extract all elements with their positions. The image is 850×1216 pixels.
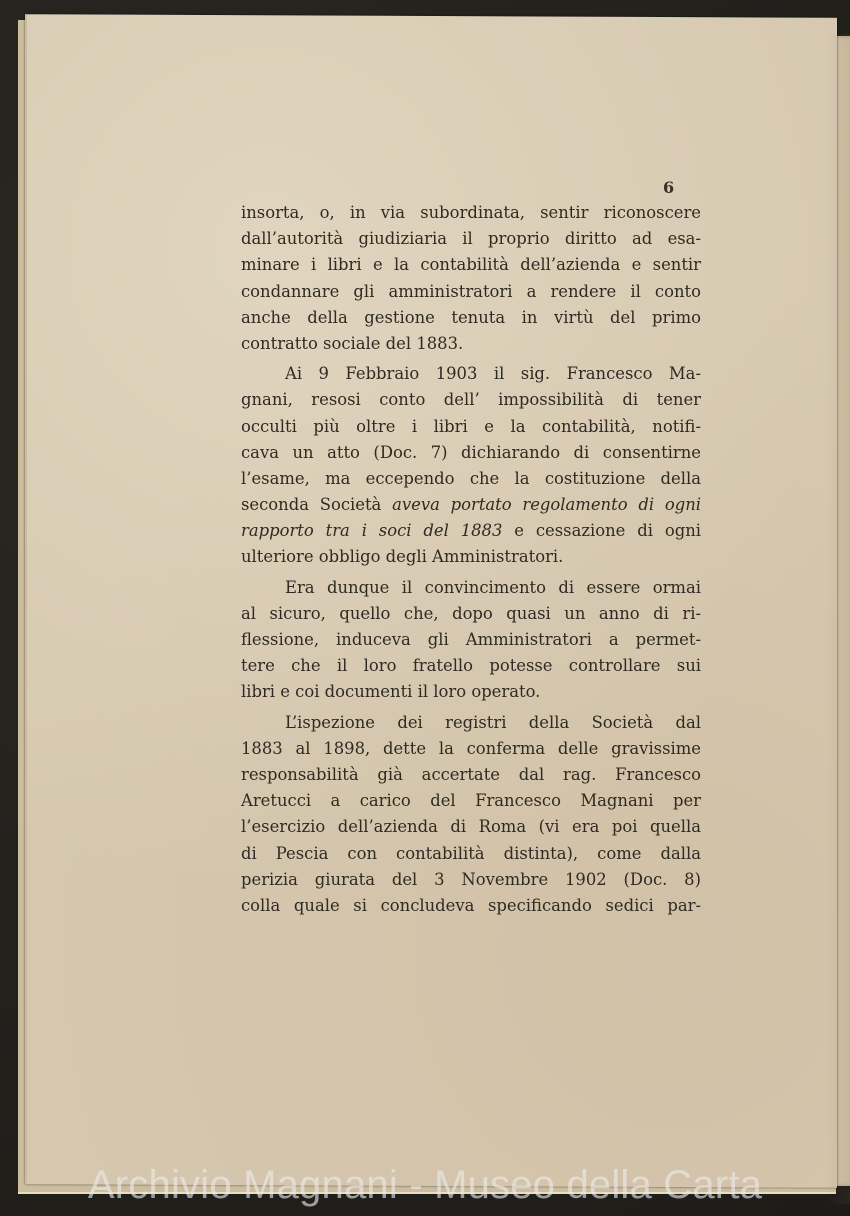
text-line: perizia giurata del 3 Novembre 1902 (Doc. 8) (241, 869, 701, 889)
italic-text: aveva portato regolamento di ogni (392, 495, 701, 515)
text-line: tere che il loro fratello potesse controllare sui (241, 656, 701, 676)
text-line: l’esame, ma eccependo che la costituzione della (241, 468, 701, 488)
text-line: ulteriore obbligo degli Amministratori. (241, 547, 564, 567)
text-line: libri e coi documenti il loro operato. (241, 682, 541, 702)
italic-text: rapporto tra i soci del 1883 (241, 521, 503, 541)
text-line: Era dunque il convincimento di essere ormai (285, 577, 701, 597)
text-line: L’ispezione dei registri della Società dal (285, 712, 701, 732)
text-line: dall’autorità giudiziaria il proprio diritto ad esa- (241, 229, 701, 249)
text-line: minare i libri e la contabilità dell’azienda e sentir (241, 255, 701, 275)
text-line: flessione, induceva gli Amministratori a permet- (241, 630, 701, 649)
paragraph (241, 575, 701, 706)
text-line: cava un atto (Doc. 7) dichiarando di consentirne (241, 442, 701, 462)
text-line: l’esercizio dell’azienda di Roma (vi era poi quella (241, 817, 701, 837)
text-line: contratto sociale del 1883. (241, 333, 464, 353)
page-number: 6 (663, 178, 675, 197)
text-line: colla quale si concludeva specificando sedici par- (241, 895, 701, 915)
text-line: occulti più oltre i libri e la contabilità, notifi- (241, 416, 701, 436)
text-line: 1883 al 1898, dette la conferma delle gravissime (241, 738, 701, 758)
text-line: anche della gestione tenuta in virtù del primo (241, 307, 701, 327)
paragraph (241, 361, 701, 571)
text-line: gnani, resosi conto dell’ impossibilità di tener (241, 390, 701, 410)
text-line: Aretucci a carico del Francesco Magnani per (241, 791, 701, 811)
body-text (241, 200, 701, 919)
text-line: al sicuro, quello che, dopo quasi un anno di ri- (241, 603, 701, 623)
paragraph (241, 200, 701, 357)
text-line: condannare gli amministratori a rendere il conto (241, 281, 701, 301)
page-fold-shadow (827, 34, 850, 1204)
text-line: responsabilità già accertate dal rag. Francesco (241, 764, 701, 784)
roman-text: e cessazione di ogni (502, 521, 701, 541)
text-line: Ai 9 Febbraio 1903 il sig. Francesco Ma- (285, 364, 701, 384)
text-line: di Pescia con contabilità distinta), come dalla (241, 843, 701, 863)
roman-text: seconda Società (241, 495, 393, 515)
text-line-mixed (241, 518, 701, 544)
text-line: insorta, o, in via subordinata, sentir riconoscere (241, 203, 701, 222)
paragraph (241, 710, 701, 920)
watermark: Archivio Magnani - Museo della Carta (87, 1163, 763, 1207)
text-line-mixed (241, 492, 701, 518)
